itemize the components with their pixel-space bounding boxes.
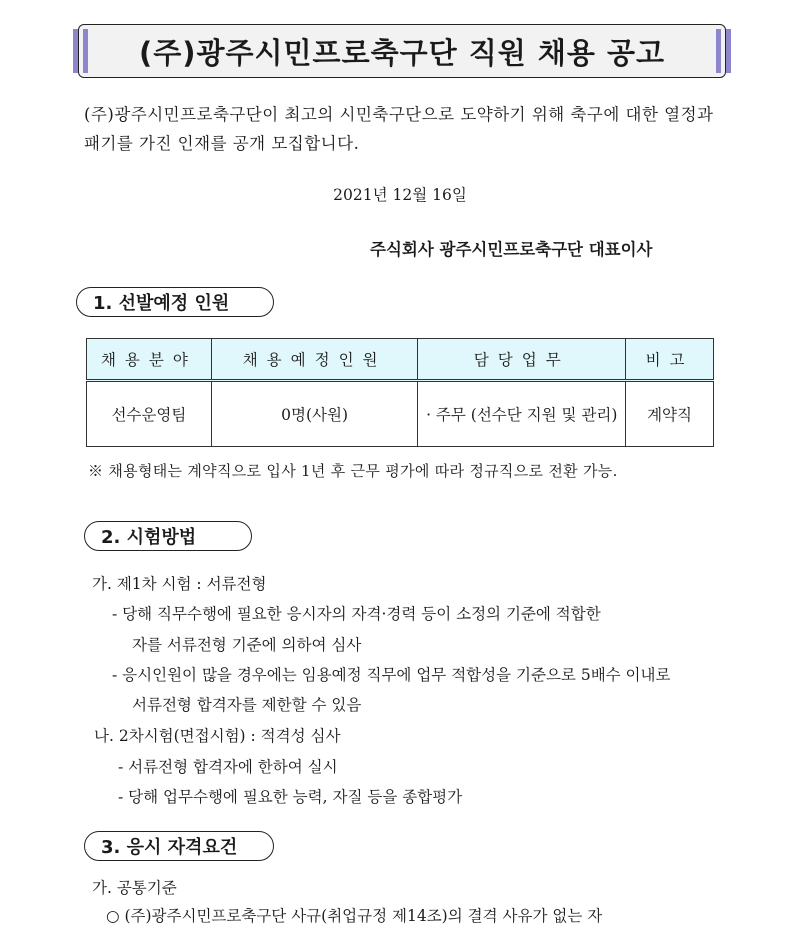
section3-heading: 3. 응시 자격요건 — [84, 831, 274, 861]
table-cell: 0명(사원) — [211, 381, 418, 447]
qualification-item: 가. 공통기준 — [92, 879, 177, 897]
qualification-detail: ○ (주)광주시민프로축구단 사규(취업규정 제14조)의 결격 사유가 없는 자 — [106, 907, 603, 925]
exam-detail: - 서류전형 합격자에 한하여 실시 — [118, 758, 338, 776]
exam-detail: - 당해 업무수행에 필요한 능력, 자질 등을 종합평가 — [118, 788, 463, 806]
table-cell: · 주무 (선수단 지원 및 관리) — [418, 381, 626, 447]
exam-detail: - 응시인원이 많을 경우에는 임용예정 직무에 업무 적합성을 기준으로 5배수 이내로 — [112, 666, 671, 684]
table-header-cell: 채용예정인원 — [211, 339, 418, 381]
announcement-date: 2021년 12월 16일 — [333, 186, 467, 204]
title-bar-right-inner — [716, 29, 721, 73]
table-row — [87, 381, 714, 447]
title-box — [78, 24, 726, 78]
recruitment-table — [86, 338, 714, 447]
table-cell: 계약직 — [626, 381, 714, 447]
section1-heading: 1. 선발예정 인원 — [76, 287, 274, 317]
table-header-cell: 채용분야 — [87, 339, 212, 381]
intro-paragraph: (주)광주시민프로축구단이 최고의 시민축구단으로 도약하기 위해 축구에 대한 열정과 패기를 가진 인재를 공개 모집합니다. — [84, 105, 714, 153]
page-title: (주)광주시민프로축구단 직원 채용 공고 — [138, 35, 666, 70]
table-header-row — [87, 339, 714, 381]
exam-item: 가. 제1차 시험 : 서류전형 — [92, 575, 267, 593]
title-bar-right-outer — [726, 29, 731, 73]
title-bar-left-inner — [83, 29, 88, 73]
exam-detail: - 당해 직무수행에 필요한 응시자의 자격·경력 등이 소정의 기준에 적합한 — [112, 605, 601, 623]
exam-detail-cont: 서류전형 합격자를 제한할 수 있음 — [132, 696, 362, 714]
table-cell: 선수운영팀 — [87, 381, 212, 447]
exam-item: 나. 2차시험(면접시험) : 적격성 심사 — [94, 727, 341, 745]
table-header-cell: 담당업무 — [418, 339, 626, 381]
section2-heading: 2. 시험방법 — [84, 521, 252, 551]
exam-detail-cont: 자를 서류전형 기준에 의하여 심사 — [132, 636, 362, 654]
title-bar-left-outer — [73, 29, 78, 73]
employment-note: ※ 채용형태는 계약직으로 입사 1년 후 근무 평가에 따라 정규직으로 전환 가능. — [88, 462, 618, 480]
signer: 주식회사 광주시민프로축구단 대표이사 — [370, 240, 653, 259]
table-header-cell: 비고 — [626, 339, 714, 381]
